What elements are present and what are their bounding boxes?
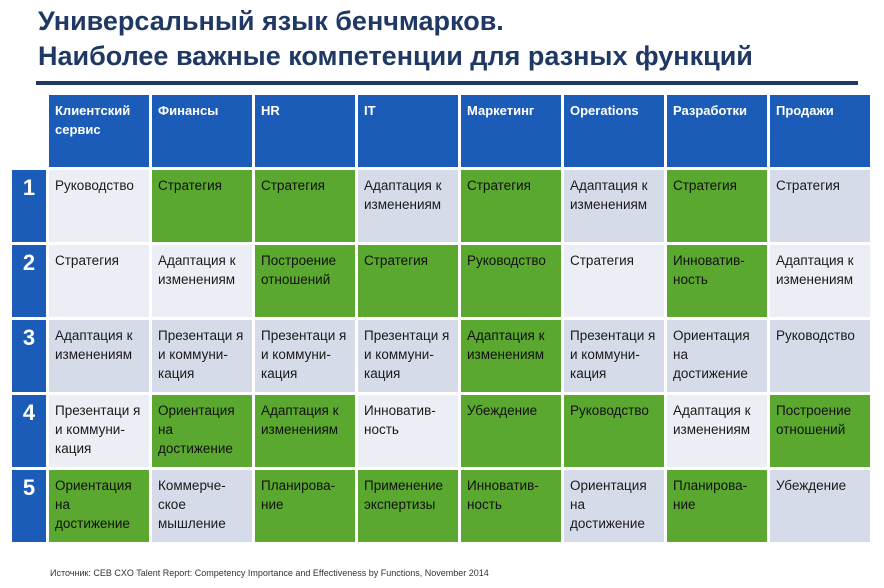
table-cell: Презентаци я и коммуни-кация <box>564 320 664 392</box>
table-cell: Стратегия <box>770 170 870 242</box>
table-cell: Презентаци я и коммуни-кация <box>358 320 458 392</box>
table-cell: Стратегия <box>358 245 458 317</box>
table-cell: Инноватив-ность <box>461 470 561 542</box>
table-cell: Планирова-ние <box>667 470 767 542</box>
table-cell: Адаптация к изменениям <box>358 170 458 242</box>
table-cell: Убеждение <box>461 395 561 467</box>
table-cell: Руководство <box>770 320 870 392</box>
table-cell: Убеждение <box>770 470 870 542</box>
row-number: 2 <box>12 245 46 317</box>
header-it: IT <box>358 95 458 167</box>
table-cell: Ориентация на достижение <box>564 470 664 542</box>
header-hr: HR <box>255 95 355 167</box>
table-cell: Адаптация к изменениям <box>152 245 252 317</box>
table-cell: Презентаци я и коммуни-кация <box>49 395 149 467</box>
title-line-2: Наиболее важные компетенции для разных функций <box>38 41 753 71</box>
table-cell: Адаптация к изменениям <box>667 395 767 467</box>
table-cell: Стратегия <box>255 170 355 242</box>
table-corner <box>12 95 46 167</box>
table-cell: Планирова-ние <box>255 470 355 542</box>
row-number: 3 <box>12 320 46 392</box>
row-number: 1 <box>12 170 46 242</box>
row-number: 5 <box>12 470 46 542</box>
table-cell: Адаптация к изменениям <box>255 395 355 467</box>
table-cell: Ориентация на достижение <box>152 395 252 467</box>
table-cell: Презентаци я и коммуни-кация <box>255 320 355 392</box>
table-cell: Инноватив-ность <box>667 245 767 317</box>
title-underline <box>36 81 858 85</box>
slide-title <box>38 4 753 74</box>
table-cell: Руководство <box>461 245 561 317</box>
table-cell: Применение экспертизы <box>358 470 458 542</box>
header-operations: Operations <box>564 95 664 167</box>
table-cell: Адаптация к изменениям <box>49 320 149 392</box>
table-cell: Инноватив-ность <box>358 395 458 467</box>
table-cell: Адаптация к изменениям <box>461 320 561 392</box>
table-cell: Ориентация на достижение <box>667 320 767 392</box>
table-cell: Ориентация на достижение <box>49 470 149 542</box>
table-cell: Стратегия <box>152 170 252 242</box>
table-cell: Презентаци я и коммуни-кация <box>152 320 252 392</box>
competency-table <box>12 95 870 542</box>
table-cell: Коммерче-ское мышление <box>152 470 252 542</box>
table-cell: Стратегия <box>461 170 561 242</box>
header-customer-service: Клиентский сервис <box>49 95 149 167</box>
table-cell: Стратегия <box>564 245 664 317</box>
row-number: 4 <box>12 395 46 467</box>
table-cell: Адаптация к изменениям <box>770 245 870 317</box>
table-cell: Построение отношений <box>770 395 870 467</box>
source-footnote: Источник: CEB CXO Talent Report: Competency Importance and Effectiveness by Functions, November 2014 <box>50 568 489 578</box>
table-cell: Руководство <box>564 395 664 467</box>
table-cell: Построение отношений <box>255 245 355 317</box>
table-cell: Руководство <box>49 170 149 242</box>
table-cell: Стратегия <box>49 245 149 317</box>
header-development: Разработки <box>667 95 767 167</box>
table-cell: Стратегия <box>667 170 767 242</box>
header-sales: Продажи <box>770 95 870 167</box>
title-line-1: Универсальный язык бенчмарков. <box>38 6 504 36</box>
table-cell: Адаптация к изменениям <box>564 170 664 242</box>
header-marketing: Маркетинг <box>461 95 561 167</box>
header-finance: Финансы <box>152 95 252 167</box>
